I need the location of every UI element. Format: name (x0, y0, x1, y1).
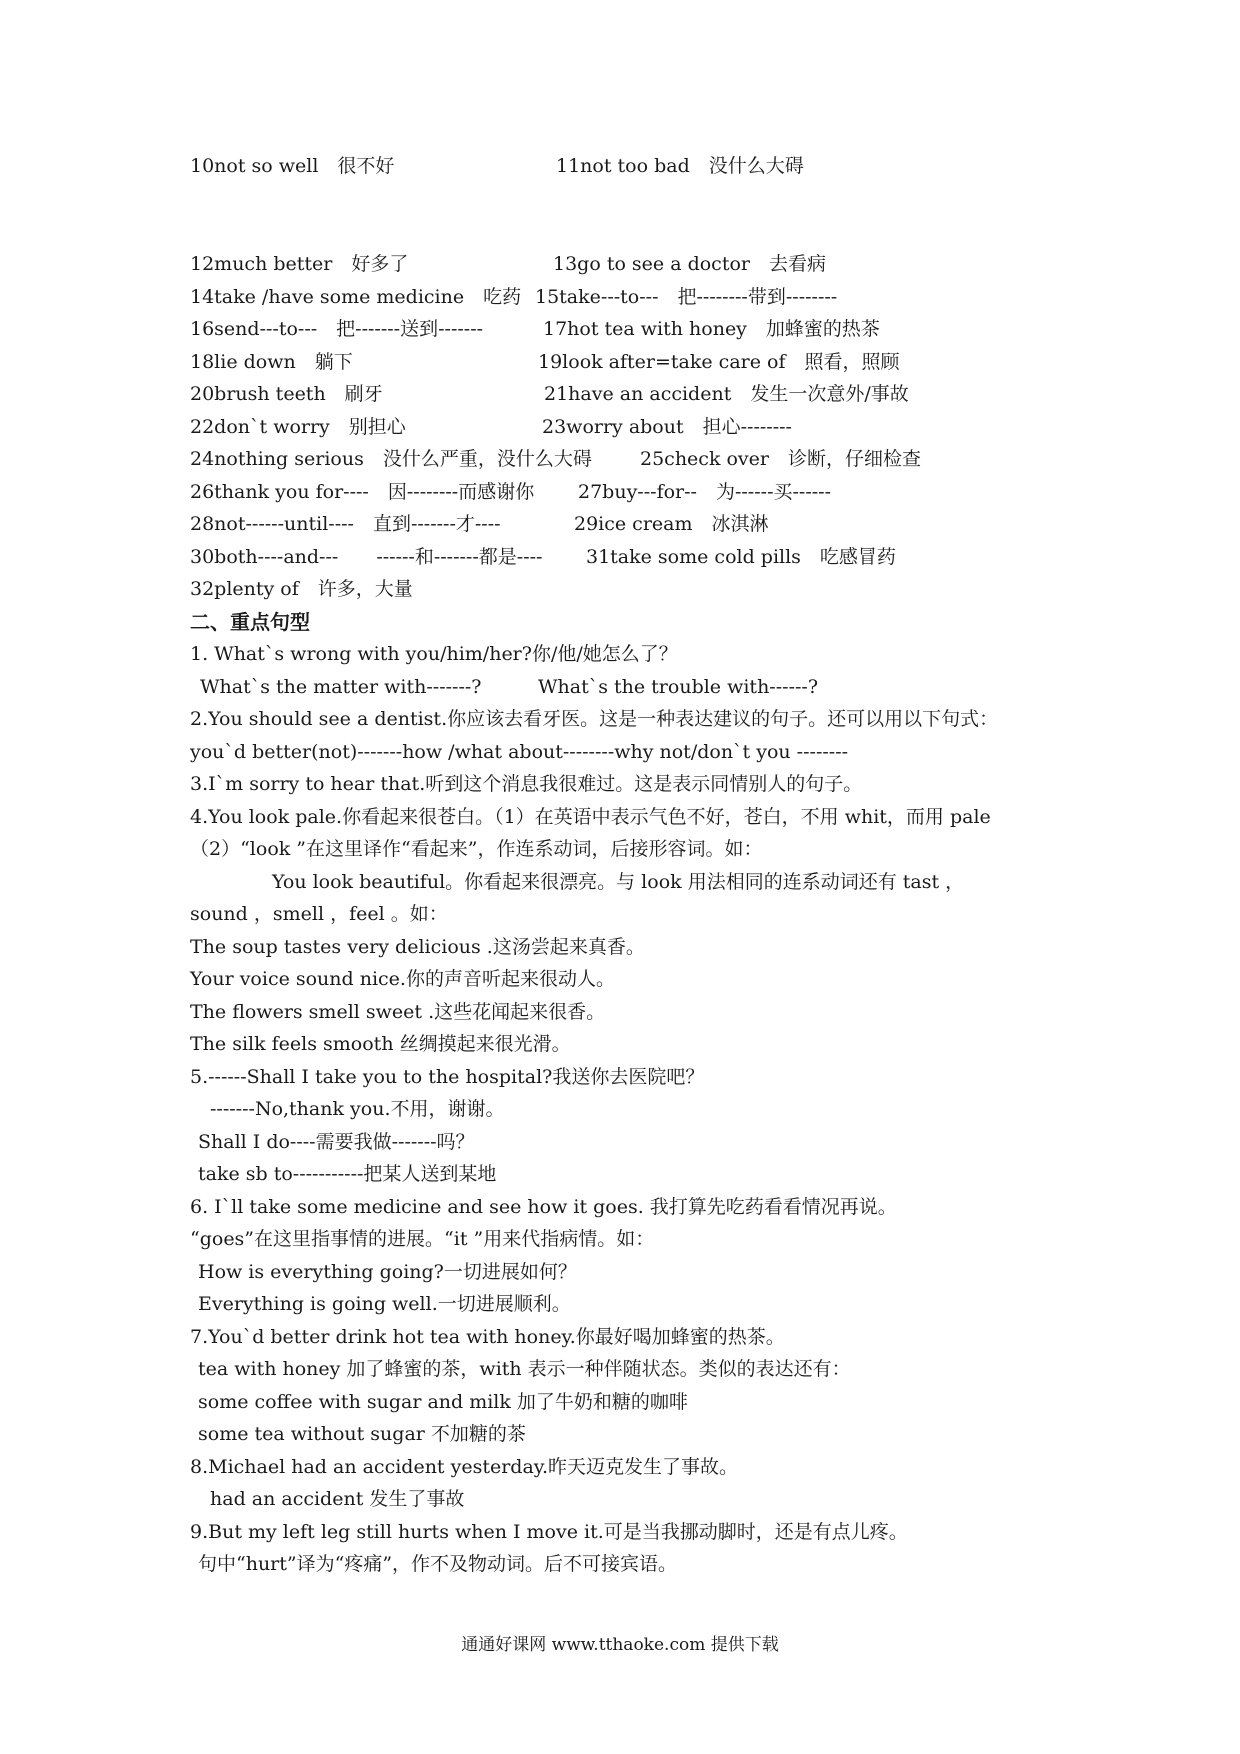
text-line: Your voice sound nice.你的声音听起来很动人。 (190, 968, 615, 990)
phrase-left: 28not------until---- 直到-------才---- (190, 513, 501, 535)
phrase-right: 15take---to--- 把--------带到-------- (535, 286, 838, 308)
phrase-row (190, 283, 838, 311)
phrase-left: 32plenty of 许多，大量 (190, 578, 413, 600)
text-line: The soup tastes very delicious .这汤尝起来真香。 (190, 936, 645, 958)
phrase-right: 11not too bad 没什么大碍 (556, 155, 804, 177)
phrase-row (190, 478, 832, 506)
phrase-row (190, 250, 826, 278)
phrase-left: 20brush teeth 刷牙 (190, 383, 383, 405)
phrase-right: 17hot tea with honey 加蜂蜜的热茶 (543, 318, 880, 340)
phrase-right: 19look after=take care of 照看，照顾 (538, 351, 900, 373)
text-line: you`d better(not)-------how /what about--------why not/don`t you -------- (190, 741, 849, 763)
line-left: What`s the matter with-------? (200, 676, 482, 698)
text-line: （2）“look ”在这里译作“看起来”，作连系动词，后接形容词。如： (190, 838, 763, 860)
phrase-left: 14take /have some medicine 吃药 (190, 286, 522, 308)
line-right: What`s the trouble with------? (538, 676, 819, 698)
phrase-left: 16send---to--- 把-------送到------- (190, 318, 484, 340)
text-line: take sb to-----------把某人送到某地 (198, 1163, 497, 1185)
text-line: had an accident 发生了事故 (210, 1488, 465, 1510)
phrase-right: 29ice cream 冰淇淋 (574, 513, 769, 535)
text-line: “goes”在这里指事情的进展。“it ”用来代指病情。如： (190, 1228, 655, 1250)
text-line: 句中“hurt”译为“疼痛”，作不及物动词。后不可接宾语。 (198, 1553, 678, 1575)
phrase-right: 23worry about 担心-------- (542, 416, 792, 438)
text-line: 8.Michael had an accident yesterday.昨天迈克发生了事故。 (190, 1456, 739, 1478)
phrase-left: 24nothing serious 没什么严重，没什么大碍 (190, 448, 592, 470)
text-line: 2.You should see a dentist.你应该去看牙医。这是一种表达建议的句子。还可以用以下句式： (190, 708, 999, 730)
phrase-row (190, 413, 792, 441)
text-line: 3.I`m sorry to hear that.听到这个消息我很难过。这是表示同情别人的句子。 (190, 773, 863, 795)
phrase-right: 21have an accident 发生一次意外/事故 (544, 383, 909, 405)
text-line: How is everything going?一切进展如何？ (198, 1261, 577, 1283)
page-footer: 通通好课网 www.tthaoke.com 提供下载 (461, 1635, 779, 1655)
phrase-right: 27buy---for-- 为------买------ (578, 481, 832, 503)
text-line: 5.------Shall I take you to the hospital?我送你去医院吧？ (190, 1066, 705, 1088)
phrase-row (190, 315, 880, 343)
phrase-row (190, 152, 804, 180)
text-line: 1. What`s wrong with you/him/her?你/他/她怎么了？ (190, 643, 678, 665)
phrase-left: 10not so well 很不好 (190, 155, 395, 177)
phrase-right: 25check over 诊断，仔细检查 (640, 448, 921, 470)
text-line: some coffee with sugar and milk 加了牛奶和糖的咖啡 (198, 1391, 688, 1413)
phrase-row (190, 445, 921, 473)
text-line: 6. I`ll take some medicine and see how it goes. 我打算先吃药看看情况再说。 (190, 1196, 897, 1218)
phrase-right: 13go to see a doctor 去看病 (553, 253, 826, 275)
phrase-left: 22don`t worry 别担心 (190, 416, 406, 438)
text-line: sound ，smell ，feel 。如： (190, 903, 448, 925)
phrase-left: 18lie down 躺下 (190, 351, 353, 373)
phrase-left: 12much better 好多了 (190, 253, 409, 275)
text-line: -------No,thank you.不用，谢谢。 (210, 1098, 505, 1120)
text-line: some tea without sugar 不加糖的茶 (198, 1423, 526, 1445)
text-line: You look beautiful。你看起来很漂亮。与 look 用法相同的连系动词还有 tast ， (272, 871, 965, 893)
phrase-row (190, 510, 769, 538)
phrase-row (190, 380, 909, 408)
text-line (200, 673, 819, 701)
phrase-row (190, 575, 413, 603)
phrase-left: 30both----and--- ------和-------都是---- (190, 546, 543, 568)
phrase-row (190, 348, 900, 376)
phrase-row (190, 543, 896, 571)
text-line: 7.You`d better drink hot tea with honey.你最好喝加蜂蜜的热茶。 (190, 1326, 785, 1348)
text-line: Everything is going well.一切进展顺利。 (198, 1293, 571, 1315)
section-heading: 二、重点句型 (190, 610, 310, 634)
text-line: tea with honey 加了蜂蜜的茶，with 表示一种伴随状态。类似的表达还有： (198, 1358, 851, 1380)
phrase-right: 31take some cold pills 吃感冒药 (586, 546, 896, 568)
text-line: The silk feels smooth 丝绸摸起来很光滑。 (190, 1033, 571, 1055)
text-line: Shall I do----需要我做-------吗？ (198, 1131, 475, 1153)
text-line: 4.You look pale.你看起来很苍白。（1）在英语中表示气色不好，苍白，不用 whit，而用 pale (190, 806, 991, 828)
phrase-left: 26thank you for---- 因--------而感谢你 (190, 481, 535, 503)
text-line: 9.But my left leg still hurts when I move it.可是当我挪动脚时，还是有点儿疼。 (190, 1521, 908, 1543)
text-line: The flowers smell sweet .这些花闻起来很香。 (190, 1001, 606, 1023)
